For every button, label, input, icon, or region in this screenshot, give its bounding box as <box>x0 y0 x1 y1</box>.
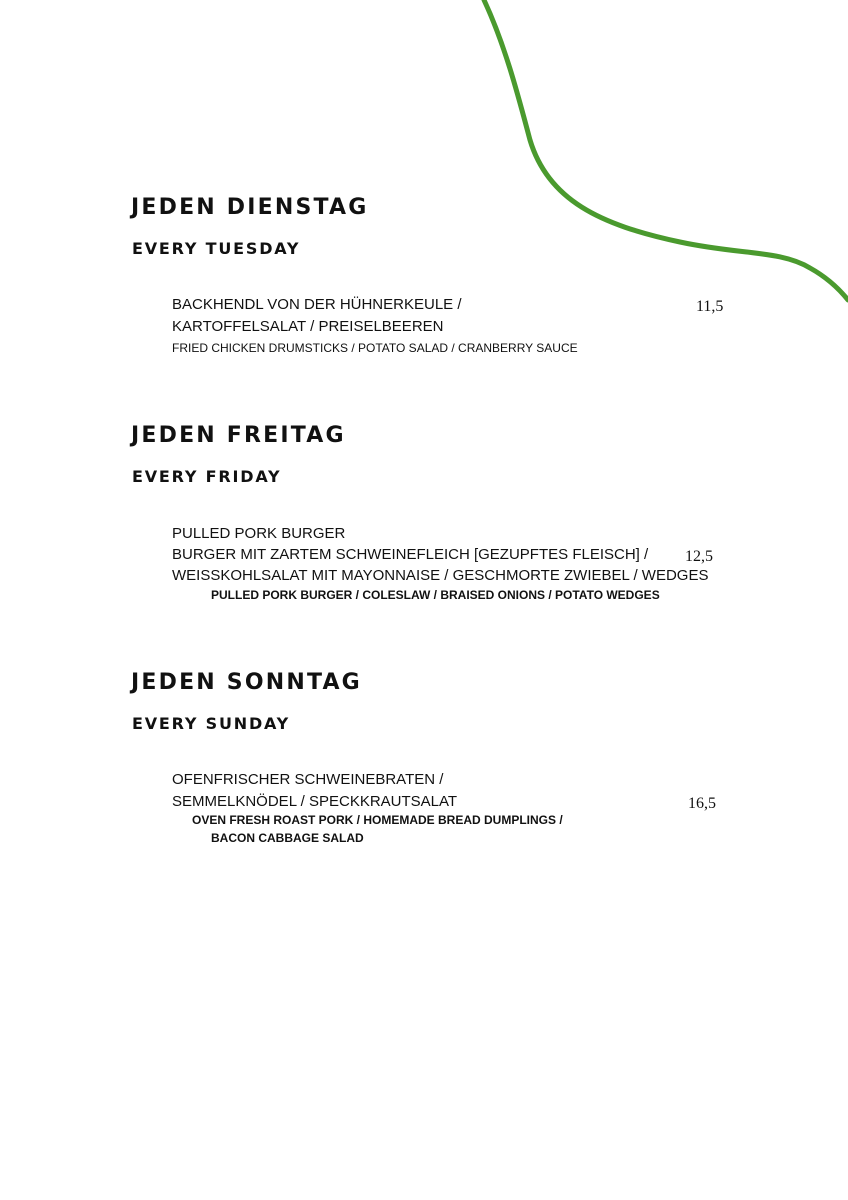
section-title-tuesday: JEDEN DIENSTAG <box>131 195 369 220</box>
section-title-friday: JEDEN FREITAG <box>131 423 346 448</box>
dish-line: WEISSKOHLSALAT MIT MAYONNAISE / GESCHMORTE ZWIEBEL / WEDGES <box>172 567 709 584</box>
dish-translation: BACON CABBAGE SALAD <box>211 831 364 845</box>
dish-price: 16,5 <box>688 795 716 812</box>
dish-line: BURGER MIT ZARTEM SCHWEINEFLEICH [GEZUPFTES FLEISCH] / <box>172 546 649 563</box>
dish-price: 12,5 <box>685 548 713 565</box>
section-subtitle-sunday: EVERY SUNDAY <box>132 714 291 733</box>
dish-line: SEMMELKNÖDEL / SPECKKRAUTSALAT <box>172 793 458 810</box>
section-subtitle-friday: EVERY FRIDAY <box>132 467 282 486</box>
dish-line: OFENFRISCHER SCHWEINEBRATEN / <box>172 771 444 788</box>
section-title-sunday: JEDEN SONNTAG <box>131 670 362 695</box>
dish-price: 11,5 <box>696 298 724 315</box>
dish-line: PULLED PORK BURGER <box>172 525 346 542</box>
dish-translation: PULLED PORK BURGER / COLESLAW / BRAISED ONIONS / POTATO WEDGES <box>211 588 660 602</box>
dish-translation: FRIED CHICKEN DRUMSTICKS / POTATO SALAD / CRANBERRY SAUCE <box>172 341 578 355</box>
dish-translation: OVEN FRESH ROAST PORK / HOMEMADE BREAD DUMPLINGS / <box>192 813 563 827</box>
dish-line: BACKHENDL VON DER HÜHNERKEULE / <box>172 296 462 313</box>
dish-line: KARTOFFELSALAT / PREISELBEEREN <box>172 318 444 335</box>
section-subtitle-tuesday: EVERY TUESDAY <box>132 239 301 258</box>
